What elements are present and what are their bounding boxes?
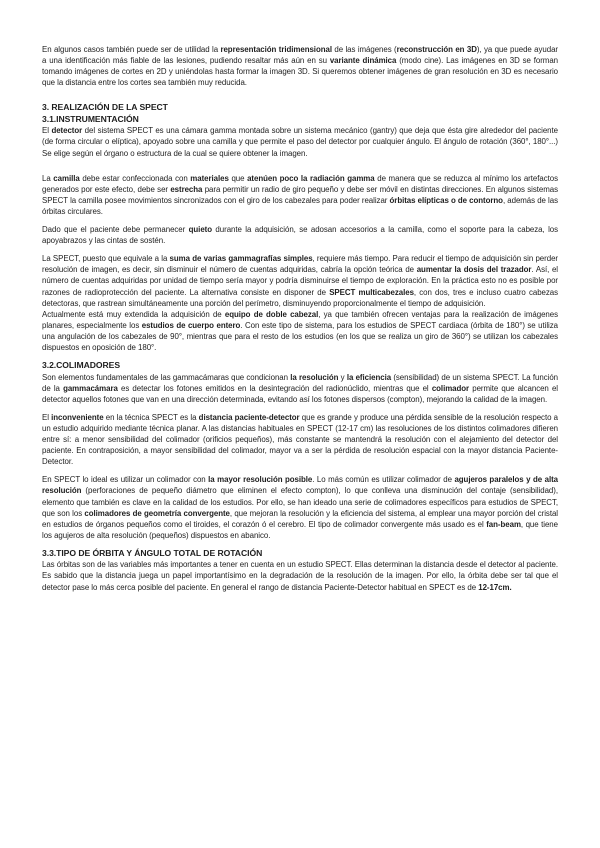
- subsection-heading-colimadores: 3.2.COLIMADORES: [42, 360, 121, 371]
- subsection-heading-instrumentacion: 3.1.INSTRUMENTACIÓN: [42, 113, 139, 124]
- body-text: (modo cine). Las imágenes en 3D se forman tomando imágenes de cortes en 2D y uniéndolas hasta formar la imagen 3D. Si queremos obtener imágenes de gran resolución en 3D es necesario que la distancia entre los cortes sea también muy reducida.: [42, 56, 559, 88]
- body-text: El: [42, 412, 52, 422]
- emphasis-text: la eficiencia: [346, 372, 392, 382]
- body-text: , que tiene los agujeros de alta resolución (pequeños) dispuestos en abanico.: [42, 519, 558, 540]
- emphasis-text: agujeros paralelos y de alta resolución: [42, 475, 559, 496]
- body-text: (sensibilidad) de un sistema SPECT. La función de la: [42, 372, 558, 393]
- emphasis-text: estrecha: [170, 184, 203, 194]
- body-text: , además de las órbitas circulares.: [42, 195, 558, 216]
- emphasis-text: equipo de doble cabezal: [224, 309, 319, 319]
- emphasis-text: camilla: [53, 173, 80, 183]
- body-text: . Lo más común es utilizar colimador de: [312, 475, 455, 485]
- body-text: (perforaciones de pequeño diámetro que eliminen el efecto compton), lo que conlleva una disminución del contaje (sensibilidad), elemento que también es clave en la calidad de los estudios. Por ello, se han ideado una serie de colimadores específicos para estudios de SPECT, que son los: [42, 486, 558, 518]
- instrumentacion-paragraph-multicabezales: [42, 253, 558, 308]
- body-text: La SPECT, puesto que equivale a la: [42, 254, 170, 264]
- body-text: Son elementos fundamentales de las gammacámaras que condicionan: [42, 372, 291, 382]
- body-text: de manera que se reduzca al mínimo los artefactos generados por este efecto, debe ser: [42, 173, 558, 194]
- emphasis-text: 12-17cm.: [478, 582, 512, 592]
- body-text: . Así, el número de cuentas adquiridas por unidad de tiempo sería mayor y podría disminuirse el tiempo de exploración. En la práctica esto no es posible por razones de radioprotección del paciente. La alternativa consiste en disponer de: [42, 265, 558, 297]
- emphasis-text: variante dinámica: [329, 56, 397, 66]
- body-text: permite que alcancen el detector aquellos fotones que van en una dirección determinada, evitando así los fotones dispersos (compton), mejorando la calidad de la imagen.: [42, 383, 558, 404]
- instrumentacion-paragraph-camilla: [42, 173, 558, 217]
- body-text: de las imágenes (: [331, 45, 397, 54]
- body-text: en la técnica SPECT es la: [103, 412, 199, 422]
- emphasis-text: gammacámara: [63, 383, 118, 393]
- body-text: En SPECT lo ideal es utilizar un colimador con: [42, 475, 209, 485]
- emphasis-text: reconstrucción en 3D: [396, 45, 477, 54]
- emphasis-text: materiales: [190, 173, 229, 183]
- emphasis-text: fan-beam: [486, 519, 521, 529]
- emphasis-text: órbitas elípticas o de contorno: [389, 195, 503, 205]
- emphasis-text: detector: [51, 126, 83, 136]
- colimadores-paragraph-resolucion: [42, 474, 558, 541]
- subsection-heading-orbita: 3.3.TIPO DE ÓRBITA Y ÁNGULO TOTAL DE ROTACIÓN: [42, 547, 263, 558]
- emphasis-text: representación tridimensional: [220, 45, 332, 54]
- emphasis-text: colimadores de geometría convergente: [84, 508, 230, 518]
- body-text: , que mejoran la resolución y la eficiencia del sistema, al emplear una mayor porción del cristal en estudios de órganos pequeños como el tiroides, el corazón ó el cerebro. El tipo de colimador convergente más usado es el: [42, 508, 558, 529]
- instrumentacion-paragraph-doble-cabezal: [42, 309, 558, 353]
- body-text: La: [42, 173, 54, 183]
- body-text: que: [228, 173, 248, 183]
- instrumentacion-paragraph-detector: [42, 125, 558, 158]
- emphasis-text: la mayor resolución posible: [208, 475, 313, 485]
- instrumentacion-paragraph-quieto: [42, 224, 558, 246]
- colimadores-paragraph-inconveniente: [42, 412, 558, 467]
- body-text: para permitir un radio de giro pequeño y debe ser móvil en distintas direcciones. En algunos sistemas SPECT la camilla posee movimientos sincronizados con el giro de los cabezales para poder realizar: [42, 184, 558, 205]
- body-text: y: [338, 372, 347, 382]
- orbita-paragraph: [42, 559, 558, 592]
- emphasis-text: la resolución: [290, 372, 339, 382]
- body-text: , ya que también ofrecen ventajas para la realización de imágenes planares, especialmente los: [42, 309, 558, 330]
- body-text: Dado que el paciente debe permanecer: [42, 225, 189, 235]
- emphasis-text: estudios de cuerpo entero: [141, 320, 241, 330]
- emphasis-text: aumentar la dosis del trazador: [416, 265, 532, 275]
- body-text: Actualmente está muy extendida la adquisición de: [42, 309, 225, 319]
- body-text: del sistema SPECT es una cámara gamma montada sobre un sistema mecánico (gantry) que deja que ésta gire alrededor del paciente (de forma circular o elíptica), apoyado sobre una camilla y que permite el paso del detector por cualquier ángulo. El ángulo de rotación (360°, 180°...) Se elige según el órgano o estructura de la cual se quiere obtener la imagen.: [42, 126, 559, 158]
- emphasis-text: colimador: [431, 383, 470, 393]
- body-text: que es grande y produce una pérdida sensible de la resolución respecto a un estudio adquirido mediante técnica planar. A las distancias habituales en SPECT (12-17 cm) las resoluciones de los distintos colimadores difieren entre sí: a menor sensibilidad del colimador (orificios pequeños), más constante se mantendrá la resolución con el alejamiento del detector del paciente. En contraposición, a mayor sensibilidad del colimador, mayor va a ser la pérdida de resolución espacial con la mayor distancia Paciente-Detector.: [42, 412, 558, 467]
- body-text: durante la adquisición, se adosan accesorios a la camilla, como el soporte para la cabeza, los apoyabrazos y las cintas de sostén.: [42, 225, 558, 246]
- body-text: , requiere más tiempo. Para reducir el tiempo de adquisición sin perder resolución de imagen, es decir, sin disminuir el número de cuentas adquiridas, cabría la opción teórica de: [42, 254, 558, 275]
- body-text: ), ya que puede ayudar a una identificación más fiable de las lesiones, pudiendo resaltar más aún en su: [42, 45, 558, 66]
- body-text: debe estar confeccionada con: [79, 173, 191, 183]
- intro-paragraph: [42, 44, 558, 88]
- document-page: [42, 44, 558, 600]
- body-text: El: [42, 126, 52, 136]
- emphasis-text: atenúen poco la radiación gamma: [247, 173, 375, 183]
- body-text: Las órbitas son de las variables más importantes a tener en cuenta en un estudio SPECT. Ellas determinan la distancia desde el detector al paciente. Es sabido que la distancia juega un papel importantísimo en la degradación de la resolución de la imagen. Por ello, la órbita debe ser tal que el detector pase lo más cerca posible del paciente. En general el rango de distancia Paciente-Detector habitual en SPECT es de: [42, 560, 558, 592]
- colimadores-paragraph-funcion: [42, 372, 558, 405]
- body-text: En algunos casos también puede ser de utilidad la: [42, 45, 221, 54]
- body-text: . Con este tipo de sistema, para los estudios de SPECT cardiaca (órbita de 180°) se utiliza una angulación de los cabezales de 90°, mientras que para el resto de los estudios (en los que se realiza un giro de 360°) se utilizan los cabezales dispuestos en oposición de 180°.: [42, 320, 558, 352]
- emphasis-text: suma de varias gammagrafías simples: [169, 254, 313, 264]
- emphasis-text: distancia paciente-detector: [198, 412, 300, 422]
- emphasis-text: quieto: [188, 225, 213, 235]
- emphasis-text: inconveniente: [51, 412, 104, 422]
- section-heading-realizacion: 3. REALIZACIÓN DE LA SPECT: [42, 102, 168, 113]
- body-text: es detectar los fotones emitidos en la desintegración del radionúclido, mientras que el: [117, 383, 432, 393]
- emphasis-text: SPECT multicabezales: [329, 287, 414, 297]
- body-text: , con dos, tres e incluso cuatro cabezas detectoras, que rastrean simultáneamente una porción del perímetro, disminuyendo proporcionalmente el tiempo de adquisición.: [42, 287, 559, 308]
